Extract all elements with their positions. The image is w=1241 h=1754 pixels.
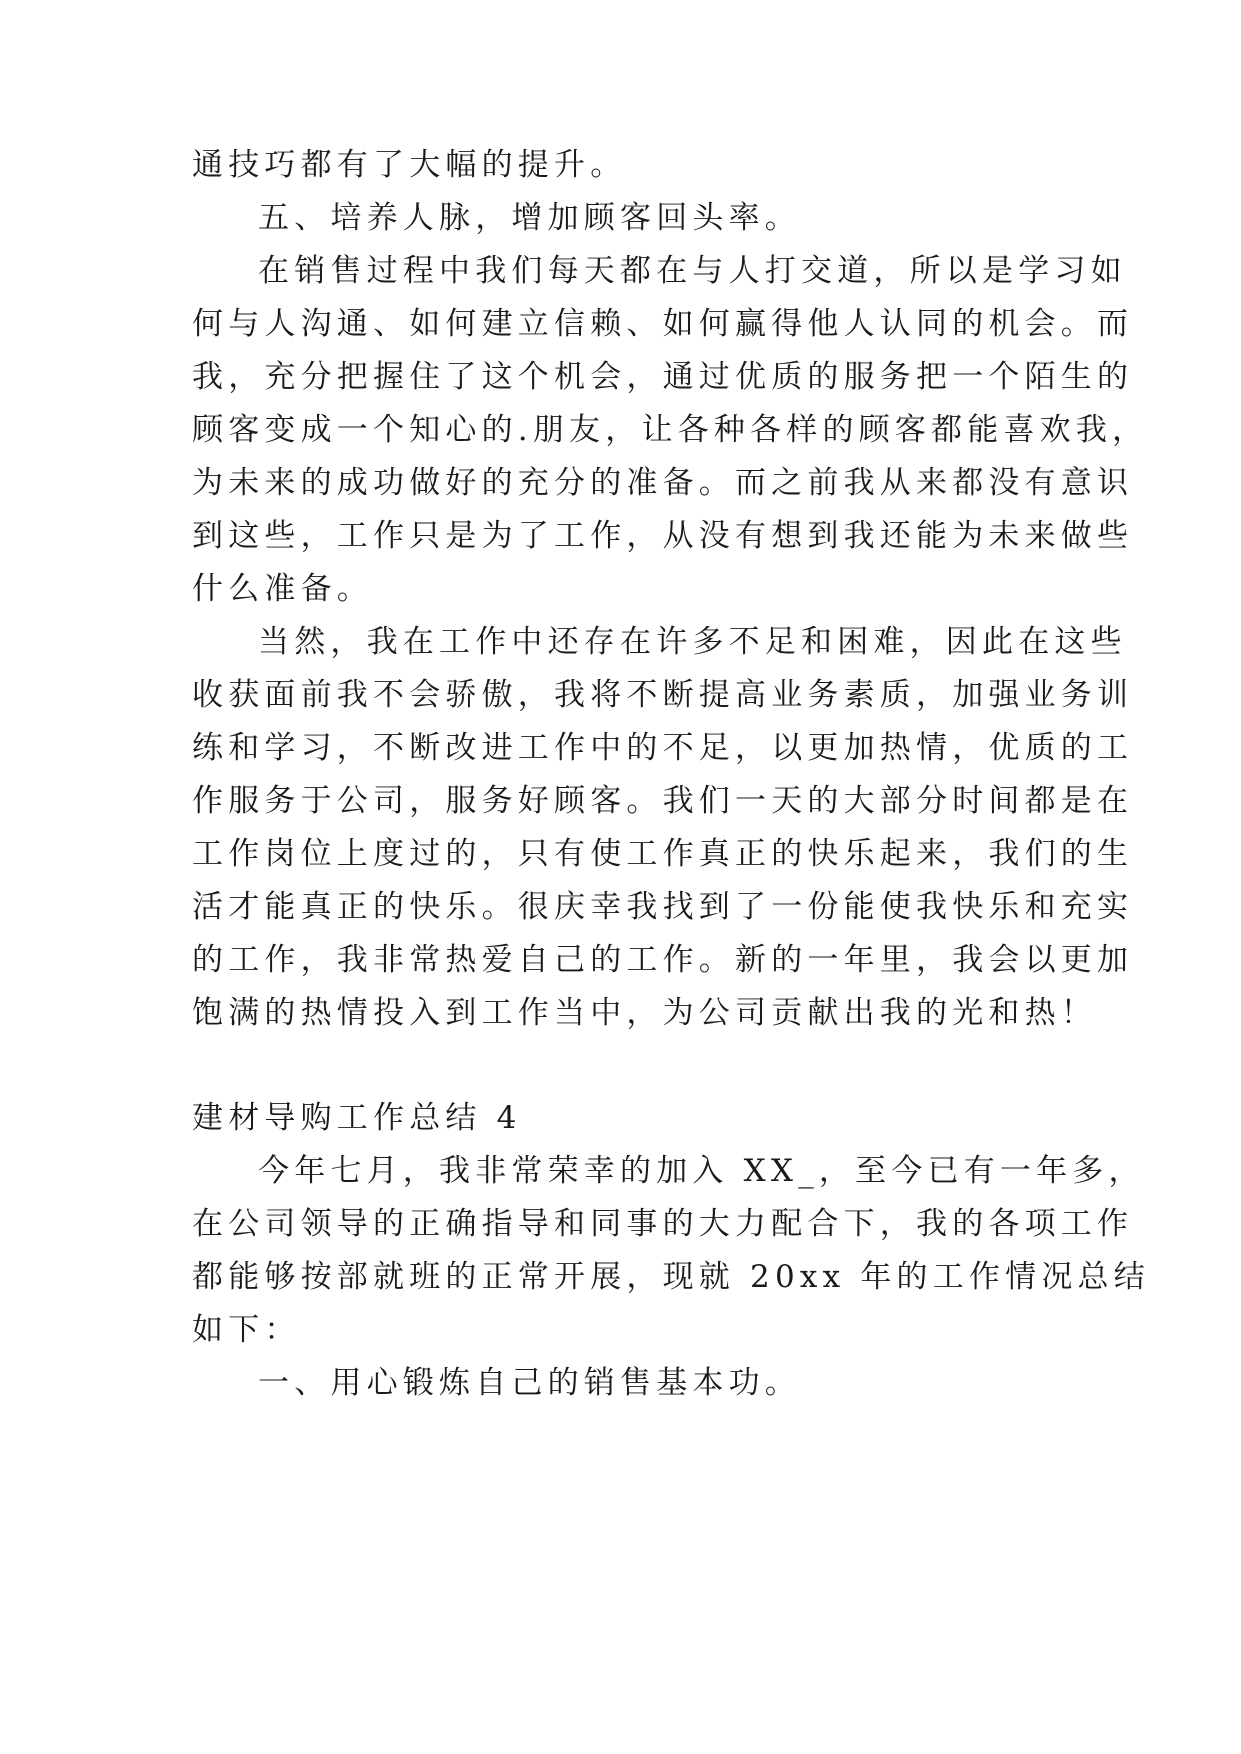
paragraph-line: 今年七月，我非常荣幸的加入 XX_，至今已有一年多， <box>258 1153 1145 1189</box>
paragraph-line: 为未来的成功做好的充分的准备。而之前我从来都没有意识 <box>192 465 1134 501</box>
paragraph-line: 饱满的热情投入到工作当中，为公司贡献出我的光和热！ <box>192 995 1097 1031</box>
paragraph-line: 如下： <box>192 1312 301 1348</box>
paragraph-line: 顾客变成一个知心的.朋友，让各种各样的顾客都能喜欢我， <box>192 412 1149 448</box>
paragraph-line: 我，充分把握住了这个机会，通过优质的服务把一个陌生的 <box>192 359 1134 395</box>
paragraph-line: 到这些，工作只是为了工作，从没有想到我还能为未来做些 <box>192 518 1134 554</box>
paragraph-line: 收获面前我不会骄傲，我将不断提高业务素质，加强业务训 <box>192 677 1134 713</box>
paragraph-line: 的工作，我非常热爱自己的工作。新的一年里，我会以更加 <box>192 942 1134 978</box>
paragraph-line: 通技巧都有了大幅的提升。 <box>192 147 627 183</box>
heading-line: 五、培养人脉，增加顾客回头率。 <box>258 200 801 236</box>
paragraph-line: 都能够按部就班的正常开展，现就 20xx 年的工作情况总结 <box>192 1259 1150 1295</box>
paragraph-line: 什么准备。 <box>192 571 373 607</box>
paragraph-line: 在公司领导的正确指导和同事的大力配合下，我的各项工作 <box>192 1206 1134 1242</box>
paragraph-line: 当然，我在工作中还存在许多不足和困难，因此在这些 <box>258 624 1127 660</box>
paragraph-line: 活才能真正的快乐。很庆幸我找到了一份能使我快乐和充实 <box>192 889 1134 925</box>
paragraph-line: 练和学习，不断改进工作中的不足，以更加热情，优质的工 <box>192 730 1134 766</box>
paragraph-line: 在销售过程中我们每天都在与人打交道，所以是学习如 <box>258 253 1127 289</box>
paragraph-line: 何与人沟通、如何建立信赖、如何赢得他人认同的机会。而 <box>192 306 1134 342</box>
heading-line: 一、用心锻炼自己的销售基本功。 <box>258 1365 801 1401</box>
section-title: 建材导购工作总结 4 <box>192 1100 522 1136</box>
paragraph-line: 作服务于公司，服务好顾客。我们一天的大部分时间都是在 <box>192 783 1134 819</box>
paragraph-line: 工作岗位上度过的，只有使工作真正的快乐起来，我们的生 <box>192 836 1134 872</box>
